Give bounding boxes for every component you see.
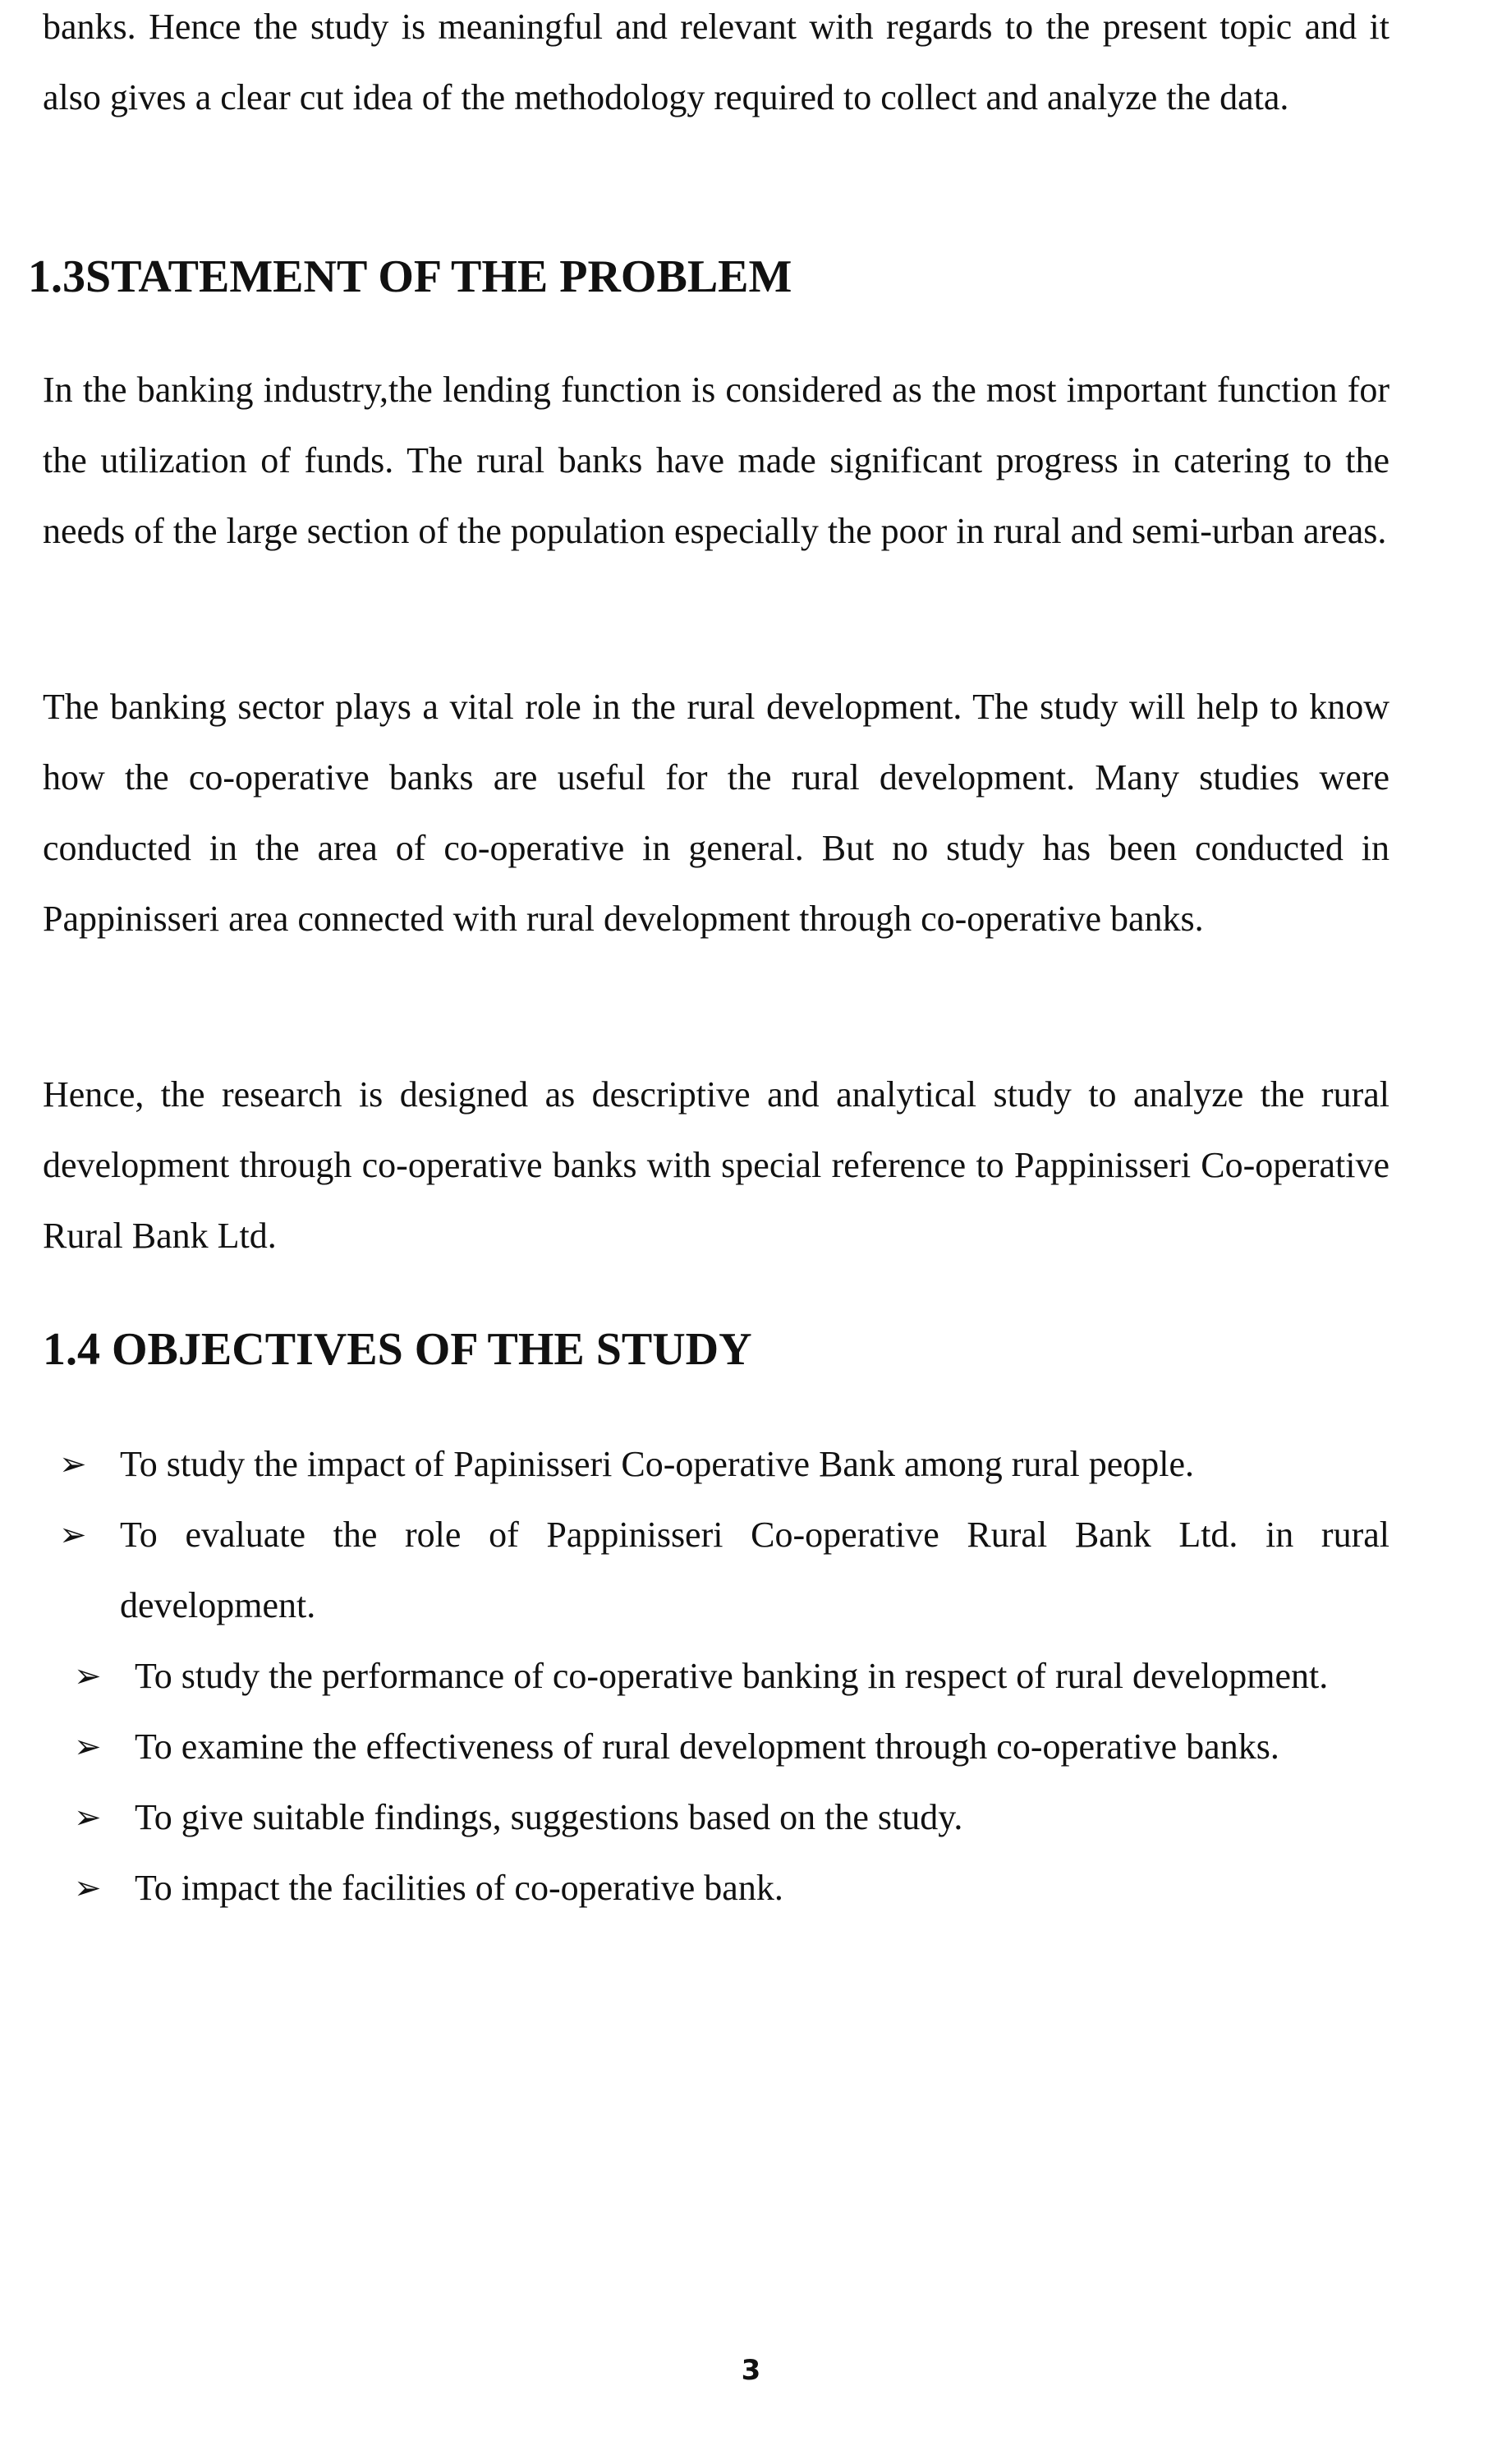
objective-text: To impact the facilities of co-operative bank. bbox=[135, 1868, 783, 1908]
objective-text: To study the performance of co-operative banking in respect of rural development. bbox=[135, 1656, 1329, 1696]
objective-item bbox=[0, 1853, 1389, 1924]
objective-text: To evaluate the role of Pappinisseri Co-operative Rural Bank Ltd. in rural development. bbox=[120, 1515, 1389, 1625]
arrow-bullet-icon: ➢ bbox=[59, 1446, 87, 1483]
arrow-bullet-icon: ➢ bbox=[59, 1516, 87, 1553]
objectives-list bbox=[0, 1429, 1502, 1924]
objective-text: To give suitable findings, suggestions based on the study. bbox=[135, 1797, 963, 1837]
problem-paragraph-1: In the banking industry,the lending function is considered as the most important function for the utilization of funds. The rural banks have made significant progress in catering to the needs of the large section of the population especially the poor in rural and semi-urban areas. bbox=[43, 370, 1389, 551]
objective-item bbox=[0, 1641, 1389, 1712]
arrow-bullet-icon: ➢ bbox=[74, 1799, 102, 1836]
page-number: 3 bbox=[741, 2354, 761, 2387]
section-heading-objectives: 1.4 OBJECTIVES OF THE STUDY bbox=[43, 1324, 752, 1375]
arrow-bullet-icon: ➢ bbox=[74, 1728, 102, 1765]
objective-item bbox=[0, 1712, 1389, 1782]
objective-text: To study the impact of Papinisseri Co-operative Bank among rural people. bbox=[120, 1444, 1195, 1484]
objective-item bbox=[0, 1429, 1389, 1500]
arrow-bullet-icon: ➢ bbox=[74, 1869, 102, 1906]
objective-item bbox=[0, 1500, 1389, 1641]
intro-paragraph: banks. Hence the study is meaningful and relevant with regards to the present topic and it also gives a clear cut idea of the methodology required to collect and analyze the data. bbox=[43, 7, 1389, 117]
problem-paragraph-2: The banking sector plays a vital role in the rural development. The study will help to know how the co-operative banks are useful for the rural development. Many studies were conducted in the area of co-operative in general. But no study has been conducted in Pappinisseri area connected with rural development through co-operative banks. bbox=[43, 687, 1389, 939]
objective-item bbox=[0, 1782, 1389, 1853]
problem-paragraph-3: Hence, the research is designed as descriptive and analytical study to analyze the rural development through co-operative banks with special reference to Pappinisseri Co-operative Rural Bank Ltd. bbox=[43, 1074, 1389, 1256]
arrow-bullet-icon: ➢ bbox=[74, 1657, 102, 1694]
section-heading-statement-of-problem: 1.3STATEMENT OF THE PROBLEM bbox=[28, 251, 792, 302]
objective-text: To examine the effectiveness of rural development through co-operative banks. bbox=[135, 1726, 1279, 1767]
